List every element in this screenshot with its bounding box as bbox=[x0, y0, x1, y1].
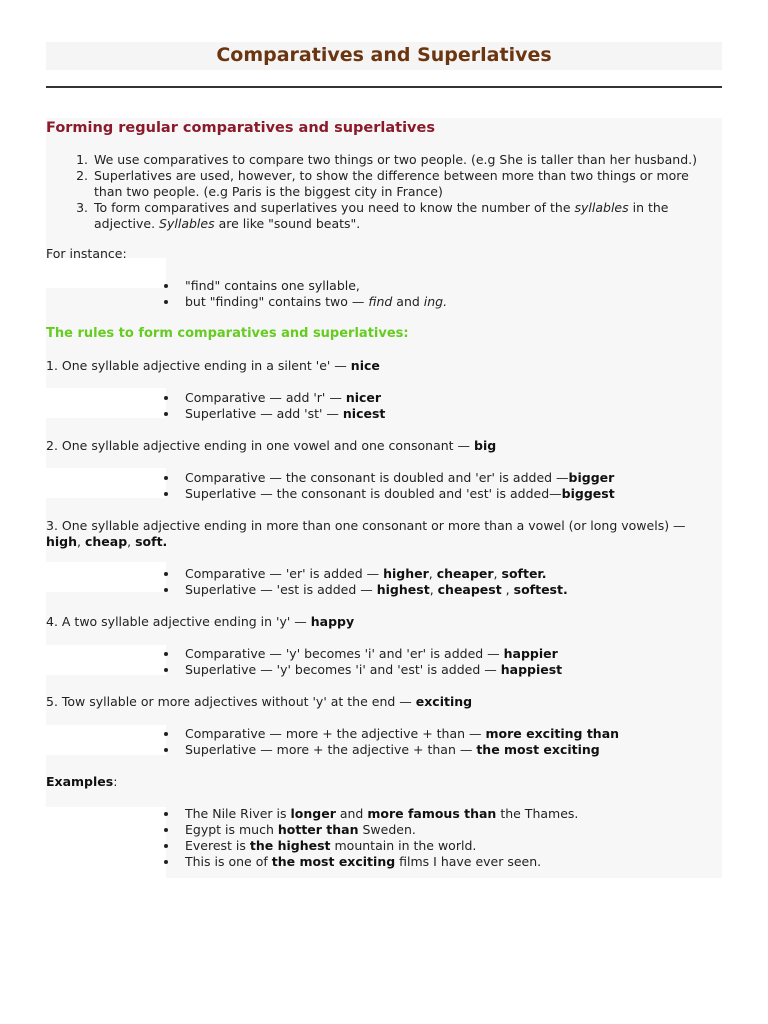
list-item: Comparative — add 'r' — nicer bbox=[185, 390, 706, 406]
list-item: Comparative — 'y' becomes 'i' and 'er' is added — happier bbox=[185, 646, 706, 662]
list-item: Superlative — 'est is added — highest, cheapest , softest. bbox=[185, 582, 706, 598]
rules-container bbox=[46, 358, 706, 758]
list-item: Superlative — add 'st' — nicest bbox=[185, 406, 706, 422]
rule-intro: 2. One syllable adjective ending in one vowel and one consonant — big bbox=[46, 438, 497, 453]
rule-intro: 5. Tow syllable or more adjectives without 'y' at the end — exciting bbox=[46, 694, 473, 709]
intro-list bbox=[46, 152, 706, 232]
list-item: Superlative — the consonant is doubled and 'est' is added—biggest bbox=[185, 486, 706, 502]
rule-forms-list bbox=[46, 726, 706, 758]
rule-intro: 1. One syllable adjective ending in a silent 'e' — nice bbox=[46, 358, 380, 373]
list-item: Everest is the highest mountain in the world. bbox=[185, 838, 706, 854]
examples-label: Examples: bbox=[46, 774, 118, 789]
intro-item: 1. We use comparatives to compare two things or two people. (e.g She is taller than her husband.) bbox=[92, 152, 706, 168]
list-item: Comparative — 'er' is added — higher, cheaper, softer. bbox=[185, 566, 706, 582]
examples-list bbox=[46, 806, 706, 870]
instance-list bbox=[46, 278, 706, 310]
intro-item: 2. Superlatives are used, however, to show the difference between more than two things or more than two people. (e.g Paris is the biggest city in France) bbox=[92, 168, 706, 200]
rule-intro: 3. One syllable adjective ending in more than one consonant or more than a vowel (or long vowels) — high, cheap, soft. bbox=[46, 518, 686, 549]
section-heading: Forming regular comparatives and superlatives bbox=[46, 120, 435, 136]
rule-forms-list bbox=[46, 646, 706, 678]
list-item: "find" contains one syllable, bbox=[185, 278, 706, 294]
for-instance-text: For instance: bbox=[46, 246, 127, 261]
list-item: Comparative — more + the adjective + than — more exciting than bbox=[185, 726, 706, 742]
rule-forms-list bbox=[46, 566, 706, 598]
intro-item: 3. To form comparatives and superlatives you need to know the number of the syllables in the adjective. Syllables are like "sound beats". bbox=[92, 200, 706, 232]
list-item: but "finding" contains two — find and ing. bbox=[185, 294, 706, 310]
document-body bbox=[46, 118, 706, 886]
rule-forms-list bbox=[46, 470, 706, 502]
page-title: Comparatives and Superlatives bbox=[216, 44, 552, 66]
title-divider bbox=[46, 86, 722, 88]
list-item: This is one of the most exciting films I have ever seen. bbox=[185, 854, 706, 870]
rule-intro: 4. A two syllable adjective ending in 'y' — happy bbox=[46, 614, 355, 629]
list-item: Superlative — 'y' becomes 'i' and 'est' is added — happiest bbox=[185, 662, 706, 678]
rules-heading: The rules to form comparatives and superlatives: bbox=[46, 326, 409, 341]
list-item: The Nile River is longer and more famous than the Thames. bbox=[185, 806, 706, 822]
list-item: Egypt is much hotter than Sweden. bbox=[185, 822, 706, 838]
rule-forms-list bbox=[46, 390, 706, 422]
list-item: Comparative — the consonant is doubled and 'er' is added —bigger bbox=[185, 470, 706, 486]
list-item: Superlative — more + the adjective + than — the most exciting bbox=[185, 742, 706, 758]
